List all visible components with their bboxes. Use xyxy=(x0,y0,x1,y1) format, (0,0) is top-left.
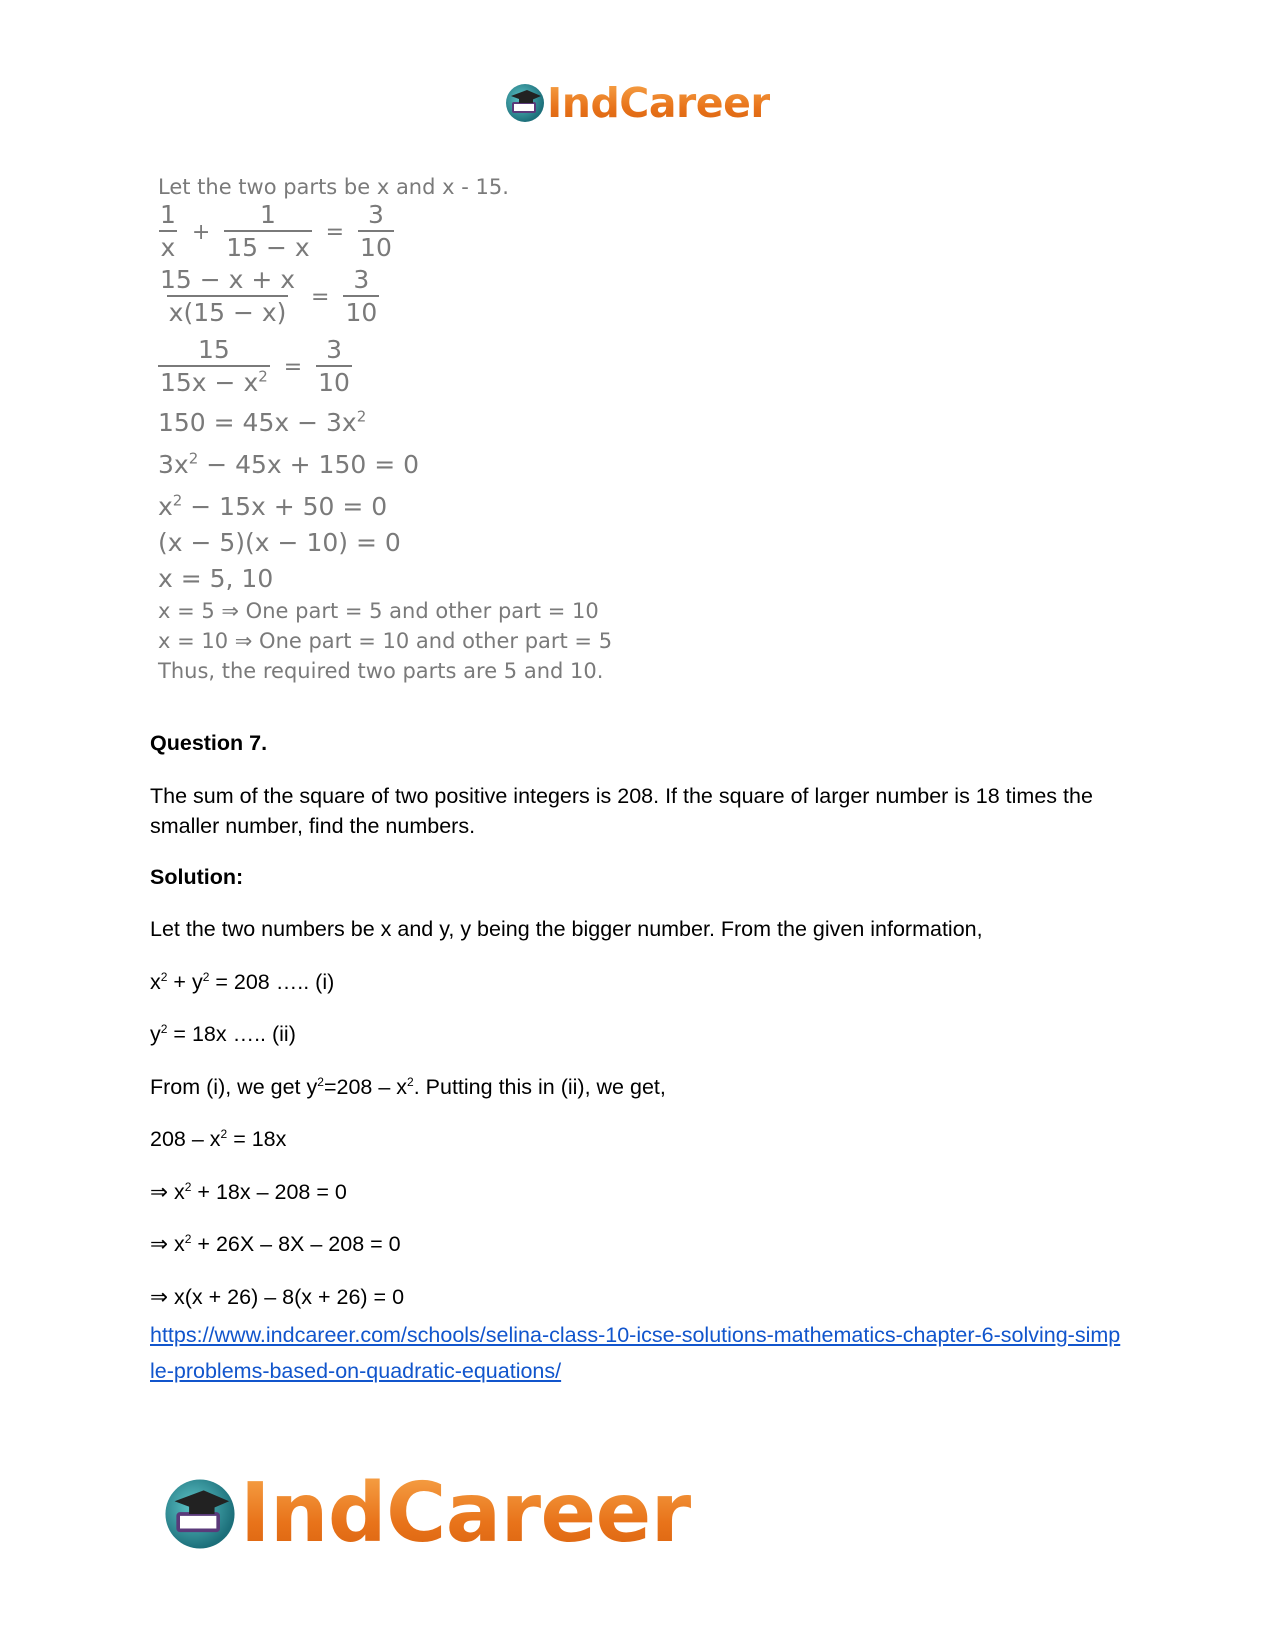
source-link[interactable]: https://www.indcareer.com/schools/selina-class-10-icse-solutions-mathematics-chapter-6-solving-simple-problems-based-on-quadratic-equations/ xyxy=(150,1323,1121,1383)
case-1-text: x = 5 ⇒ One part = 5 and other part = 10 xyxy=(158,599,599,623)
equation-8: x = 5, 10 xyxy=(158,564,274,593)
logo-brand-text: IndCareer xyxy=(240,1466,691,1561)
indcareer-logo-top xyxy=(503,80,770,126)
solution-heading: Solution: xyxy=(150,865,244,889)
equation-6: $x^2 - 15x + 50 = 0$ xyxy=(158,491,388,521)
step-equation-1: $208 - x^2 = 18x$ xyxy=(150,1126,287,1151)
equation-ii: $y^2 = 18x$ ….. (ii) xyxy=(150,1021,296,1046)
equation-1: $\frac{1}{x}$ + $\frac{1}{15 - x}$ = $\frac{3}{10}$ xyxy=(160,200,392,262)
case-2-text: x = 10 ⇒ One part = 10 and other part = 5 xyxy=(158,629,613,653)
logo-brand-text: IndCareer xyxy=(547,79,771,127)
question-heading: Question 7. xyxy=(150,731,268,755)
substitution-text: From (i), we get $y^2=208 - x^2$. Putting this in (ii), we get, xyxy=(150,1074,666,1099)
step-equation-2: ⇒ $x^2 + 18x - 208 = 0$ xyxy=(150,1179,347,1204)
indcareer-logo-bottom xyxy=(160,1468,691,1560)
image-intro-text: Let the two parts be x and x - 15. xyxy=(158,175,509,199)
equation-5: $3x^2 - 45x + 150 = 0$ xyxy=(158,449,420,479)
graduation-cap-globe-icon xyxy=(160,1474,240,1554)
question-text: The sum of the square of two positive integers is 208. If the square of larger number is 18 times the smaller number, find the numbers. xyxy=(150,784,1093,838)
equation-4: $150 = 45x - 3x^2$ xyxy=(158,407,367,437)
graduation-cap-globe-icon xyxy=(503,81,547,125)
step-equation-4: ⇒ x(x + 26) – 8(x + 26) = 0 xyxy=(150,1285,405,1309)
solution-image xyxy=(150,175,613,725)
equation-3: $\frac{15}{15x - x^2}$ = $\frac{3}{10}$ xyxy=(160,335,350,397)
solution-intro: Let the two numbers be x and y, y being the bigger number. From the given information, xyxy=(150,917,983,941)
equation-i: $x^2 + y^2 = 208$ ….. (i) xyxy=(150,969,335,994)
step-equation-3: ⇒ $x^2 + 26X - 8X - 208 = 0$ xyxy=(150,1231,401,1256)
equation-7: (x − 5)(x − 10) = 0 xyxy=(158,528,401,557)
conclusion-text: Thus, the required two parts are 5 and 10. xyxy=(158,659,604,683)
equation-2: $\frac{15 - x + x}{x(15 - x)}$ = $\frac{3}{10}$ xyxy=(160,265,378,327)
